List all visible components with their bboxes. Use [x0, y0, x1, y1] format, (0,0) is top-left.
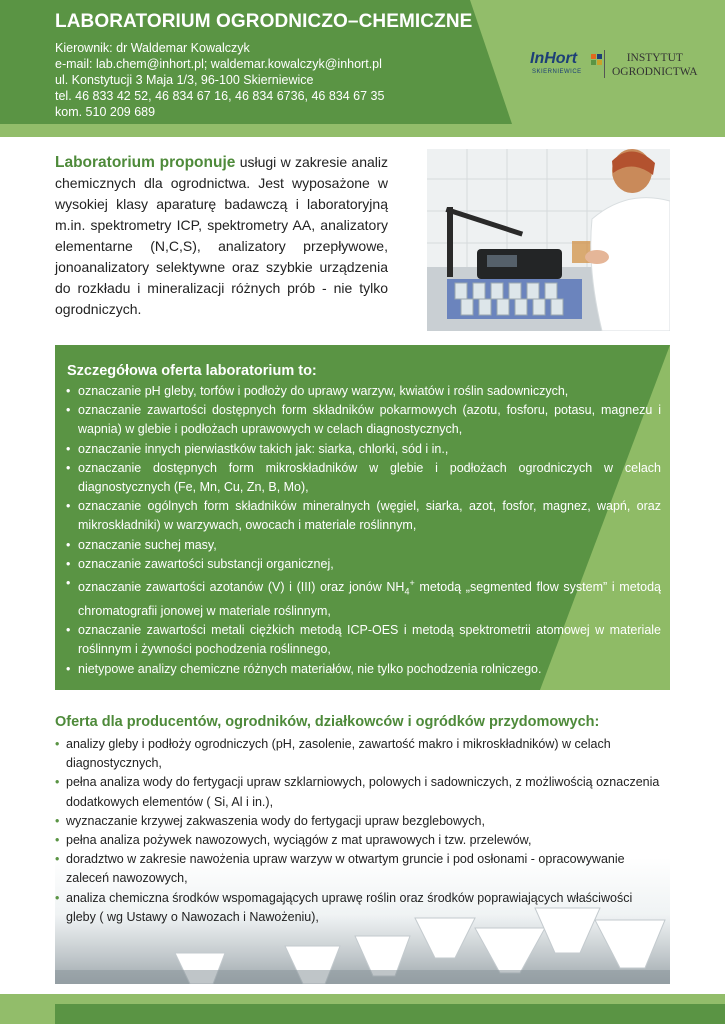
header-address: ul. Konstytucji 3 Maja 1/3, 96-100 Skierniewice — [55, 73, 314, 87]
producers-item: • wyznaczanie krzywej zakwaszenia wody do fertygacji upraw bezglebowych, — [55, 812, 661, 831]
intro-paragraph — [55, 152, 388, 320]
offer-item: • oznaczanie ogólnych form składników mineralnych (węgiel, siarka, azot, fosfor, magnez, wapń, oraz mikroskładniki) w warzywach, owocach i materiale roślinnym, — [66, 497, 661, 535]
logo-brand: InHort — [530, 50, 578, 67]
logo-institute-text — [612, 51, 698, 79]
footer-panel — [55, 1004, 725, 1024]
logo-square-icon — [597, 54, 602, 59]
header-email: e-mail: lab.chem@inhort.pl; waldemar.kowalczyk@inhort.pl — [55, 57, 382, 71]
offer-item: • oznaczanie zawartości substancji organicznej, — [66, 555, 661, 574]
logo-institute-line1: INSTYTUT — [626, 52, 683, 64]
page-title: LABORATORIUM OGRODNICZO–CHEMICZNE — [55, 11, 473, 32]
producers-item: • analiza chemiczna środków wspomagających uprawę roślin oraz środków poprawiających właściwości gleby ( wg Ustawy o Nawozach i Nawożeniu), — [55, 889, 661, 927]
logo-square-icon — [591, 60, 596, 65]
producers-item: • analizy gleby i podłoży ogrodniczych (pH, zasolenie, zawartość makro i mikroskładników) w celach diagnostycznych, — [55, 735, 661, 773]
offer-item: • nietypowe analizy chemiczne różnych materiałów, nie tylko pochodzenia rolniczego. — [66, 660, 661, 679]
offer-item: • oznaczanie pH gleby, torfów i podłoży do uprawy warzyw, kwiatów i roślin sadowniczych, — [66, 382, 661, 401]
offer-item: • oznaczanie suchej masy, — [66, 536, 661, 555]
producers-item: • doradztwo w zakresie nawożenia upraw warzyw w otwartym gruncie i pod osłonami - opracowywanie zaleceń nawozowych, — [55, 850, 661, 888]
logo-square-icon — [591, 54, 596, 59]
offer-item: • oznaczanie zawartości dostępnych form składników pokarmowych (azotu, fosforu, potasu, magnezu i wapnia) w glebie i podłożach uprawowych w celach diagnostycznych, — [66, 401, 661, 439]
intro-lead: Laboratorium proponuje — [55, 154, 236, 171]
offer-title: Szczegółowa oferta laboratorium to: — [67, 363, 317, 379]
logo-divider — [604, 50, 605, 78]
header-manager: Kierownik: dr Waldemar Kowalczyk — [55, 41, 250, 55]
lab-photo — [427, 149, 670, 331]
offer-list — [66, 382, 661, 679]
logo-square-icon — [597, 60, 602, 65]
producers-title: Oferta dla producentów, ogrodników, działkowców i ogródków przydomowych: — [55, 714, 600, 730]
producers-item: • pełna analiza wody do fertygacji upraw szklarniowych, polowych i sadowniczych, z możliwością oznaczenia dodatkowych elementów ( Si, Al i in.), — [55, 773, 661, 811]
logo-brand-sub: SKIERNIEWICE — [532, 69, 582, 75]
intro-text: usługi w zakresie analiz chemicznych dla ogrodnictwa. Jest wyposażone w wysokiej klasy aparaturę badawczą i laboratoryjną m.in. spektrometry ICP, spektrometry AA, analizatory elementarne (N,C,S), analizatory przepływowe, jonoanalizatory selektywne oraz szybkie urządzenia do rozkładu i mineralizacji różnych prób - nie tylko ogrodniczych. — [55, 154, 388, 317]
institute-logo — [528, 48, 718, 82]
producers-list — [55, 735, 661, 927]
header-phone: tel. 46 833 42 52, 46 834 67 16, 46 834 6736, 46 834 67 35 — [55, 89, 385, 103]
offer-item: • oznaczanie zawartości metali ciężkich metodą ICP-OES i metodą spektrometrii atomowej w materiale roślinnym i żywności pochodzenia roślinnego, — [66, 621, 661, 659]
header-mobile: kom. 510 209 689 — [55, 105, 156, 119]
logo-institute-line2: OGRODNICTWA — [612, 66, 698, 78]
offer-item: • oznaczanie dostępnych form mikroskładników w glebie i podłożach ogrodniczych w celach diagnostycznych (Fe, Mn, Cu, Zn, B, Mo), — [66, 459, 661, 497]
offer-item: • oznaczanie innych pierwiastków takich jak: siarka, chlorki, sód i in., — [66, 440, 661, 459]
producers-item: • pełna analiza pożywek nawozowych, wyciągów z mat uprawowych i tzw. przelewów, — [55, 831, 661, 850]
offer-item: • oznaczanie zawartości azotanów (V) i (III) oraz jonów $NH_4^+$ metodą „segmented flow system” i metodą chromatografii jonowej w materiale roślinnym, — [66, 574, 661, 621]
